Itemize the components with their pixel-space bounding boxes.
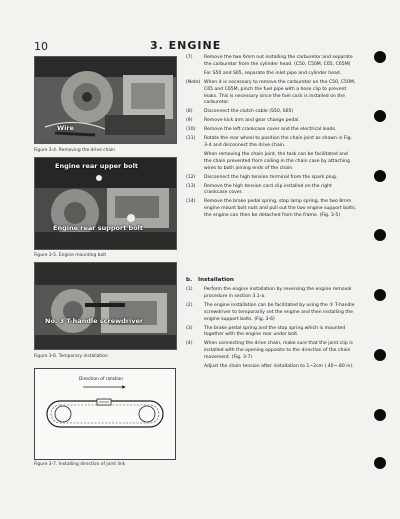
page-number: 10 <box>34 40 48 53</box>
install-step-2: (2) The engine installation can be facilitated by using the ③ T-handle screwdriver to temporarily set the engine and then installing the engine support bolts. (Fig. 3-6) <box>186 302 355 322</box>
figure-3-6-photo <box>34 262 177 350</box>
binder-hole-4 <box>374 229 386 241</box>
figure-3-5-photo <box>34 157 177 250</box>
install-step-4: (4) When connecting the drive chain, make sure that the joint clip is installed with the opening opposite to the direction of the chain movement. (Fig. 3-7) <box>186 341 353 361</box>
figure-3-5-label-upper: Engine rear upper bolt <box>55 162 138 170</box>
figure-3-5-caption: Figure 3-5. Engine mounting bolt <box>34 253 107 258</box>
binder-hole-5 <box>374 289 386 301</box>
install-step-4-continued: Adjust the chain tension after installation to 1~2cm (.40~.80 in). <box>204 364 354 370</box>
removal-steps <box>186 55 356 222</box>
step-8: (8) Disconnect the clutch cable (S50, S65) <box>186 109 294 115</box>
temporary-installation-image <box>35 263 176 349</box>
chapter-title: 3. ENGINE <box>150 39 222 52</box>
figure-3-4-caption: Figure 3-4. Removing the drive chain <box>34 148 116 153</box>
step-11: (11) Rotate the rear wheel to position the chain joint as shown in Fig. 3-4 and disconnect the drive chain. <box>186 136 353 148</box>
binder-hole-2 <box>374 110 386 122</box>
install-step-3: (3) The brake pedal spring and the stop spring which is mounted together with the engine rear under bolt. <box>186 325 346 338</box>
step-12: (12) Disconnect the high tension terminal from the spark plug. <box>186 174 338 180</box>
binder-hole-7 <box>374 409 386 421</box>
step-11-continued: When removing the chain joint, the task can be facilitated and the chain prevented from coiling in the chain case by attaching wires to both joining ends of the chain. <box>204 151 350 171</box>
step-7-continued: For S50 and S65, separate the inlet pipe and cylinder head. <box>204 70 342 76</box>
figure-3-4-photo <box>34 56 177 144</box>
note: (Note) When it is necessary to remove the carburetor on the C50, C50M, C65 and C65M, pinch the fuel pipe with a hose clip to prevent leaks. This is necessary since the fuel cock is installed on the carburetor. <box>186 79 356 106</box>
engine-mount-image <box>35 158 176 249</box>
step-14: (14) Remove the brake pedal spring, stop lamp spring, the two 8mm engine mount bolt nuts and pull out the two engine support bolts; the engine can then be detached from the frame. (Fig. 3-5) <box>186 199 356 219</box>
binder-hole-1 <box>374 51 386 63</box>
figure-3-5-label-lower: Engine rear support bolt <box>53 224 144 232</box>
install-step-1: (1) Perform the engine installation by reversing the engine removal procedure in section 3.1-a. <box>186 287 352 299</box>
chain-diagram <box>35 369 175 459</box>
figure-3-4-label: Wire <box>57 124 75 132</box>
step-10: (10) Remove the left crankcase cover and the electrical leads. <box>186 127 337 133</box>
rotation-label: Direction of rotation <box>79 377 124 382</box>
figure-3-7-caption: Figure 3-7. Installing direction of joint link <box>34 462 126 467</box>
step-13: (13) Remove the high tension cord clip installed on the right crankcase cover. <box>186 183 332 196</box>
step-9: (9) Remove kick arm and gear change pedal. <box>186 118 300 124</box>
binder-hole-3 <box>374 170 386 182</box>
binder-hole-6 <box>374 349 386 361</box>
installation-heading: b. Installation <box>186 277 234 283</box>
figure-3-7-diagram <box>34 368 176 460</box>
figure-3-6-caption: Figure 3-6. Temporary installation <box>34 354 108 359</box>
figure-3-6-label: No. 3 T-handle screwdriver <box>45 317 144 325</box>
binder-hole-8 <box>374 457 386 469</box>
installation-steps <box>186 287 356 373</box>
step-7: (7) Remove the two 6mm nut installing the carburetor and separate the carburetor from the cylinder head. (C50, C50M, C65, C65M) <box>186 55 353 67</box>
